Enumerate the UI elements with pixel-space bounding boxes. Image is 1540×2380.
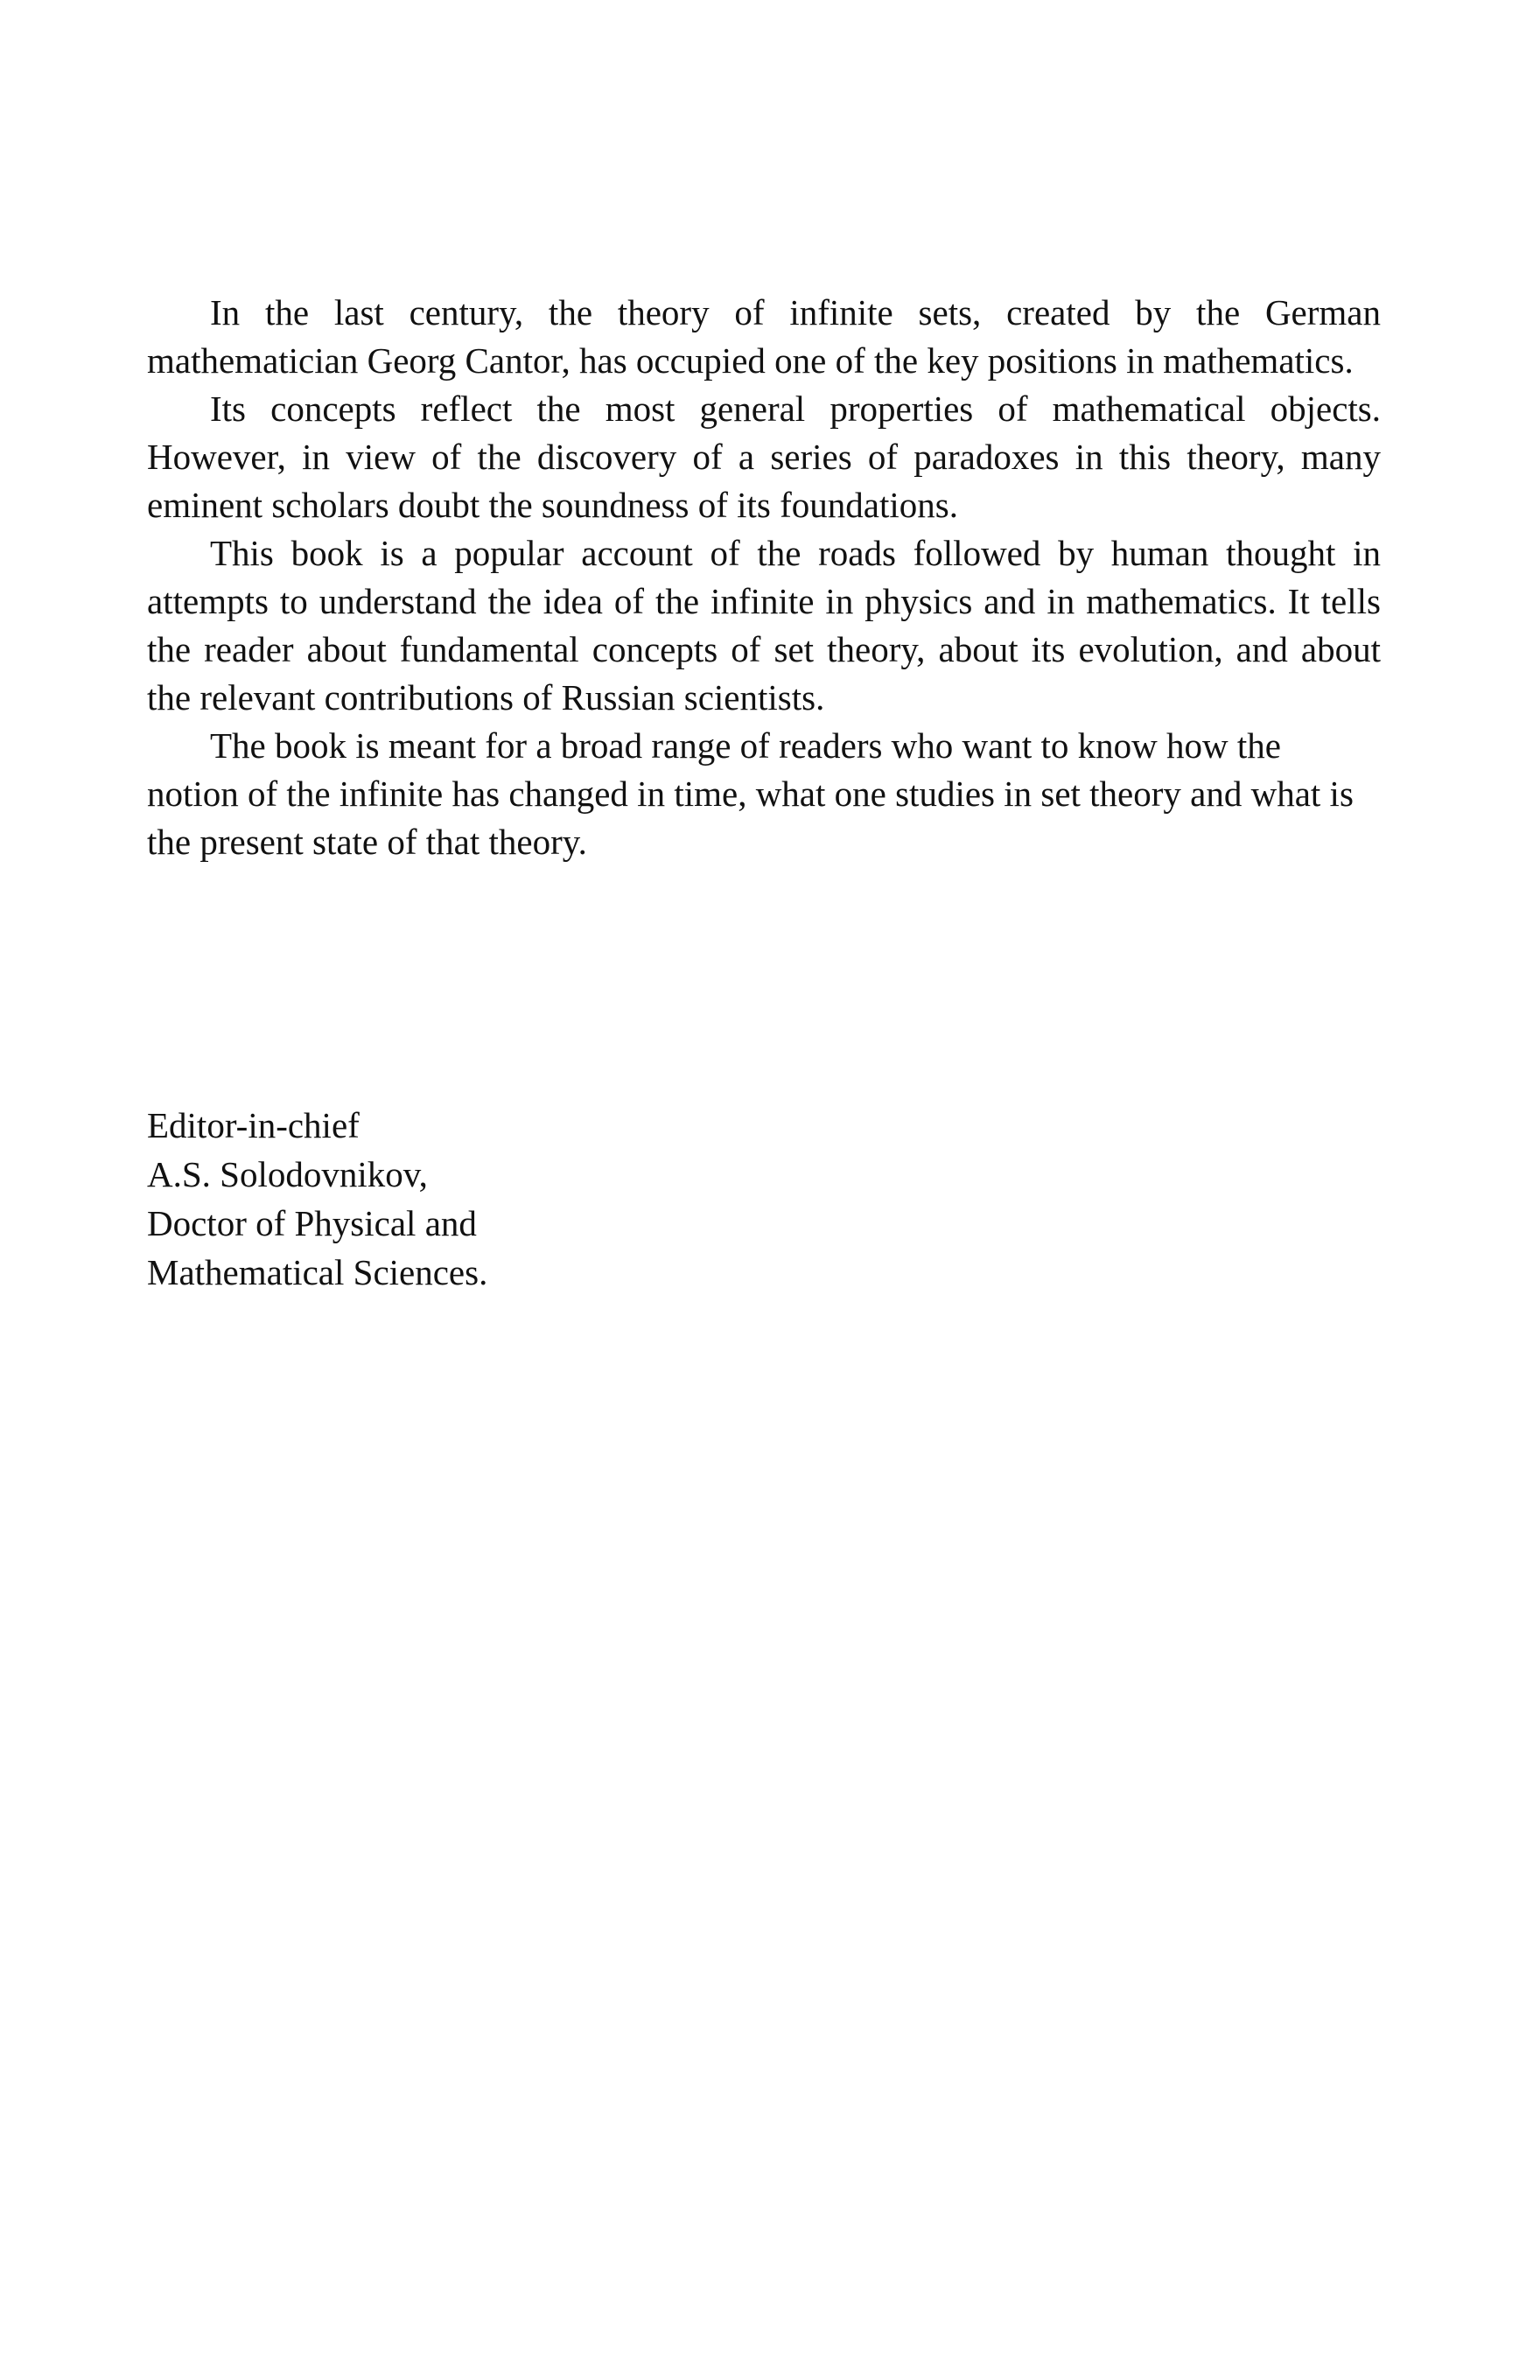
editor-degree-line-1: Doctor of Physical and [147, 1203, 477, 1243]
book-abstract [147, 289, 1381, 866]
editor-credit [147, 1101, 760, 1297]
editor-role: Editor-in-chief [147, 1105, 360, 1145]
editor-name: A.S. Solodovnikov, [147, 1154, 428, 1194]
abstract-paragraph-4: The book is meant for a broad range of readers who want to know how the notion of the infinite has changed in time, what one studies in set theory and what is the present state of that theory. [147, 725, 1354, 862]
abstract-paragraph-1: In the last century, the theory of infinite sets, created by the German mathematician Georg Cantor, has occupied one of the key positions in mathematics. [147, 292, 1381, 381]
abstract-paragraph-3: This book is a popular account of the roads followed by human thought in attempts to understand the idea of the infinite in physics and in mathematics. It tells the reader about fundamental concepts of set theory, about its evolution, and about the relevant contributions of Russian scientists. [147, 533, 1381, 718]
abstract-paragraph-2: Its concepts reflect the most general properties of mathematical objects. However, in view of the discovery of a series of paradoxes in this theory, many eminent scholars doubt the soundness of its foundations. [147, 388, 1381, 525]
editor-degree-line-2: Mathematical Sciences. [147, 1252, 488, 1292]
